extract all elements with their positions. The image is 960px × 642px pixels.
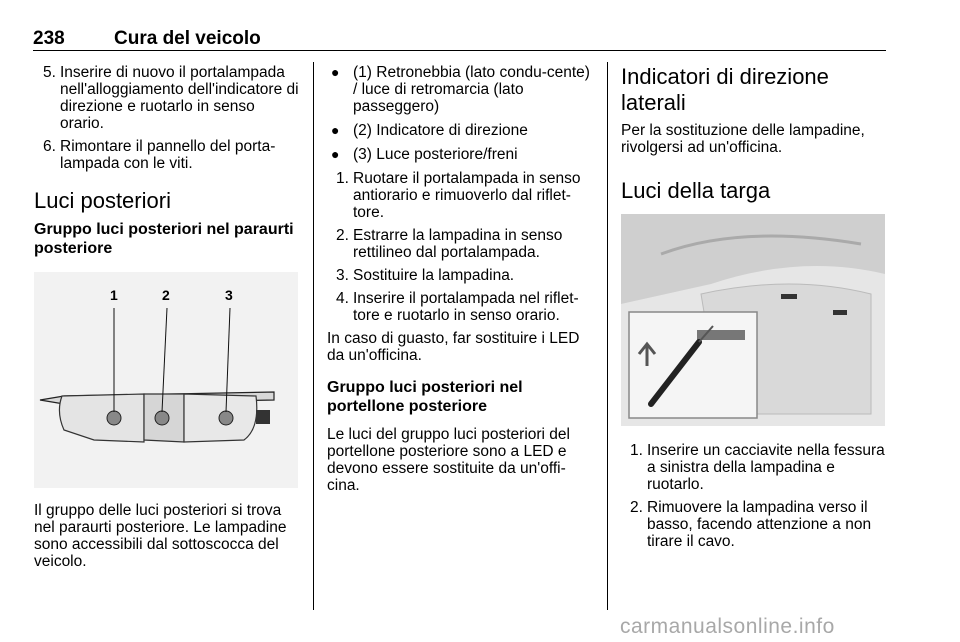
list-item: 3. Sostituire la lampadina. [336,267,515,284]
figure-label-2: 2 [162,287,170,303]
paragraph-led: In caso di guasto, far sostituire i LED da un'officina. [327,330,580,364]
tail-light-figure [34,272,298,488]
legend-list [327,64,593,163]
paragraph-portellone: Le luci del gruppo luci posteriori del portellone posteriore sono a LED e devono essere sostituite da un'offi-cina. [327,426,570,494]
watermark: carmanualsonline.info [620,615,835,638]
license-light-figure [621,214,885,426]
list-item: 2. Estrarre la lampadina in senso rettilineo dal portalampada. [336,227,563,261]
list-item: 6. Rimontare il pannello del porta-lampada con le viti. [43,138,276,172]
list-item: 5. Inserire di nuovo il portalampada nell'alloggiamento dell'indicatore di direzione e ruotarlo in senso orario. [43,64,299,132]
section-title: Cura del veicolo [114,28,261,49]
heading-luci-targa: Luci della targa [621,178,771,203]
subheading-paraurti: Gruppo luci posteriori nel paraurti posteriore [34,221,294,257]
list-item: 4. Inserire il portalampada nel riflet-tore e ruotarlo in senso orario. [336,290,579,324]
steps-list [621,442,887,550]
page-number: 238 [33,28,65,49]
steps-list [34,64,300,172]
heading-indicatori: Indicatori di direzione laterali [621,64,829,115]
page-header [33,28,886,51]
figure-label-1: 1 [110,287,118,303]
list-item: ● (3) Luce posteriore/freni [331,146,518,163]
figure-label-3: 3 [225,287,233,303]
column-divider [313,62,314,610]
paragraph-indicatori: Per la sostituzione delle lampadine, rivolgersi ad un'officina. [621,122,865,156]
list-item: ● (1) Retronebbia (lato condu-cente) / luce di retromarcia (lato passeggero) [331,64,590,115]
subheading-portellone: Gruppo luci posteriori nel portellone posteriore [327,379,523,415]
heading-luci-posteriori: Luci posteriori [34,188,171,213]
column-2 [327,64,593,494]
steps-list [327,170,593,324]
list-item: ● (2) Indicatore di direzione [331,122,528,139]
list-item: 1. Ruotare il portalampada in senso antiorario e rimuoverlo dal riflet-tore. [336,170,581,221]
column-3 [621,64,887,556]
list-item: 1. Inserire un cacciavite nella fessura a sinistra della lampadina e ruotarlo. [630,442,885,493]
column-1 [34,64,300,570]
column-divider [607,62,608,610]
paragraph-tail-light: Il gruppo delle luci posteriori si trova nel paraurti posteriore. Le lampadine sono accessibili dal sottoscocca del veicolo. [34,502,287,570]
list-item: 2. Rimuovere la lampadina verso il basso, facendo attenzione a non tirare il cavo. [630,499,872,550]
